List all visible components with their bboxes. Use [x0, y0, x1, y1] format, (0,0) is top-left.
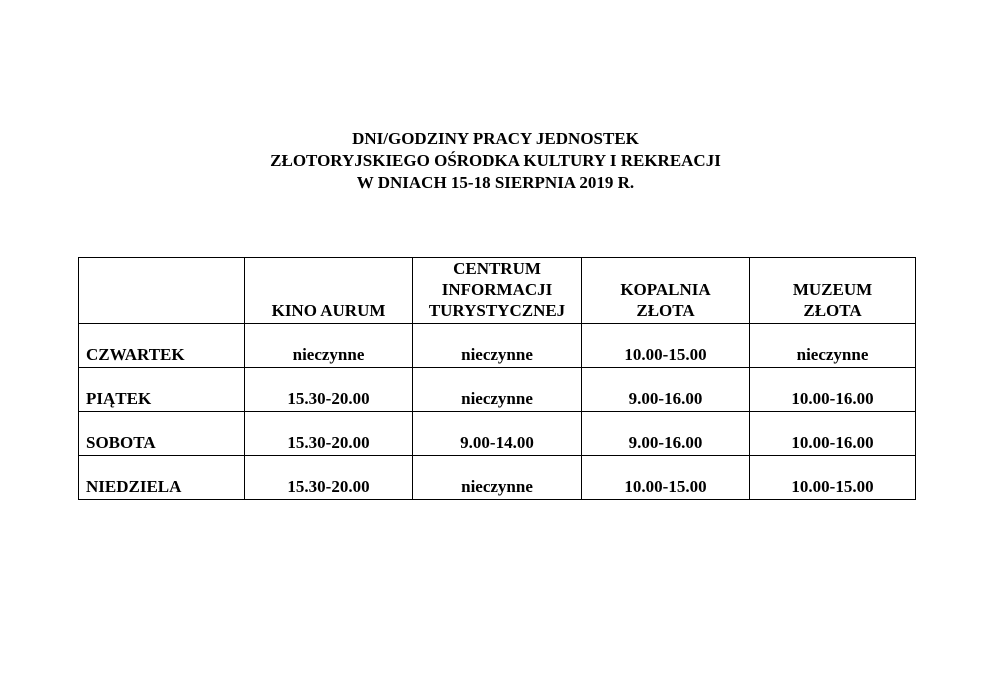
hours-cell: 15.30-20.00 — [245, 456, 413, 500]
hours-cell: nieczynne — [413, 324, 582, 368]
table-row — [79, 456, 916, 500]
title-line-1: DNI/GODZINY PRACY JEDNOSTEK — [352, 129, 639, 148]
header-label: ZŁOTA — [636, 301, 695, 320]
header-cell-muzeum-zlota — [750, 258, 916, 324]
hours-cell: 9.00-16.00 — [582, 412, 750, 456]
header-cell-empty — [79, 258, 245, 324]
title-line-2: ZŁOTORYJSKIEGO OŚRODKA KULTURY I REKREACJI — [270, 151, 721, 170]
hours-cell: 10.00-16.00 — [750, 368, 916, 412]
hours-cell: 10.00-16.00 — [750, 412, 916, 456]
header-label: CENTRUM — [453, 259, 541, 278]
hours-cell: 10.00-15.00 — [750, 456, 916, 500]
header-label: ZŁOTA — [803, 301, 862, 320]
hours-cell: nieczynne — [245, 324, 413, 368]
hours-cell: 9.00-14.00 — [413, 412, 582, 456]
day-cell: PIĄTEK — [79, 368, 245, 412]
header-label: TURYSTYCZNEJ — [428, 301, 566, 320]
table-header-row — [79, 258, 916, 324]
header-label: KOPALNIA — [620, 280, 711, 299]
hours-cell: 15.30-20.00 — [245, 368, 413, 412]
header-cell-kino-aurum — [245, 258, 413, 324]
opening-hours-table — [78, 257, 916, 500]
day-cell: SOBOTA — [79, 412, 245, 456]
table-row — [79, 368, 916, 412]
header-label: KINO AURUM — [271, 301, 386, 320]
hours-cell: 15.30-20.00 — [245, 412, 413, 456]
header-label: INFORMACJI — [441, 280, 553, 299]
hours-cell: nieczynne — [413, 368, 582, 412]
hours-cell: nieczynne — [750, 324, 916, 368]
day-cell: CZWARTEK — [79, 324, 245, 368]
title-line-3: W DNIACH 15-18 SIERPNIA 2019 R. — [356, 173, 635, 192]
header-cell-centrum-informacji — [413, 258, 582, 324]
table-row — [79, 412, 916, 456]
document-title — [0, 128, 991, 194]
hours-cell: 9.00-16.00 — [582, 368, 750, 412]
header-label: MUZEUM — [792, 280, 873, 299]
header-cell-kopalnia-zlota — [582, 258, 750, 324]
hours-cell: 10.00-15.00 — [582, 456, 750, 500]
hours-cell: nieczynne — [413, 456, 582, 500]
hours-cell: 10.00-15.00 — [582, 324, 750, 368]
table-row — [79, 324, 916, 368]
day-cell: NIEDZIELA — [79, 456, 245, 500]
